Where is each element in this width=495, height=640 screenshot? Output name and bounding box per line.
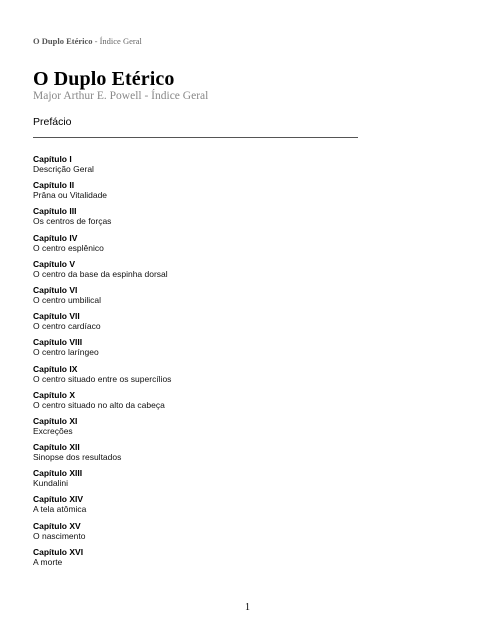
toc-entry: [33, 416, 363, 442]
chapter-title-link[interactable]: Kundalini: [33, 478, 68, 489]
chapter-title-link[interactable]: O centro esplênico: [33, 242, 104, 253]
chapter-title-link[interactable]: O centro situado entre os supercílios: [33, 373, 172, 384]
toc-entry: [33, 364, 363, 390]
table-of-contents: [33, 154, 363, 573]
running-header-separator: -: [92, 36, 100, 46]
toc-entry: [33, 390, 363, 416]
chapter-title-link[interactable]: O centro laríngeo: [33, 347, 99, 358]
chapter-label: Capítulo II: [33, 180, 75, 191]
page-number: 1: [245, 602, 250, 613]
chapter-label: Capítulo IV: [33, 232, 78, 243]
chapter-title-link[interactable]: Excreções: [33, 425, 73, 436]
chapter-label: Capítulo XVI: [33, 546, 84, 557]
chapter-label: Capítulo I: [33, 154, 72, 164]
toc-entry: [33, 233, 363, 259]
chapter-label: Capítulo V: [33, 258, 76, 269]
chapter-label: Capítulo XIII: [33, 468, 83, 479]
chapter-title-link[interactable]: A tela atômica: [33, 504, 87, 515]
toc-entry: [33, 180, 363, 206]
toc-entry: [33, 206, 363, 232]
chapter-label: Capítulo VI: [33, 284, 78, 295]
document-title: O Duplo Etérico: [33, 68, 175, 90]
chapter-label: Capítulo XV: [33, 520, 81, 531]
toc-entry: [33, 259, 363, 285]
chapter-title-link[interactable]: Descrição Geral: [33, 164, 94, 174]
chapter-title-link[interactable]: O centro cardíaco: [33, 321, 101, 332]
toc-entry: [33, 311, 363, 337]
preface-link[interactable]: Prefácio: [33, 116, 72, 128]
horizontal-divider: [33, 137, 358, 138]
toc-entry: [33, 521, 363, 547]
toc-entry: [33, 285, 363, 311]
toc-entry: [33, 154, 363, 180]
toc-entry: [33, 547, 363, 573]
toc-entry: [33, 494, 363, 520]
running-header: [33, 36, 142, 46]
chapter-title-link[interactable]: Prâna ou Vitalidade: [33, 190, 108, 201]
chapter-title-link[interactable]: O nascimento: [33, 530, 86, 541]
running-header-title: O Duplo Etérico: [33, 36, 93, 46]
chapter-label: Capítulo XI: [33, 415, 78, 426]
toc-entry: [33, 468, 363, 494]
chapter-title-link[interactable]: O centro da base da espinha dorsal: [33, 268, 168, 279]
running-header-section: Índice Geral: [99, 36, 142, 46]
chapter-title-link[interactable]: O centro umbilical: [33, 294, 102, 305]
chapter-title-link[interactable]: O centro situado no alto da cabeça: [33, 399, 165, 410]
chapter-title-link[interactable]: Sinopse dos resultados: [33, 452, 122, 463]
chapter-label: Capítulo VIII: [33, 337, 83, 348]
toc-entry: [33, 442, 363, 468]
chapter-label: Capítulo IX: [33, 363, 78, 374]
chapter-label: Capítulo X: [33, 389, 76, 400]
document-subtitle: Major Arthur E. Powell - Índice Geral: [33, 90, 209, 102]
chapter-label: Capítulo III: [33, 206, 77, 217]
chapter-title-link[interactable]: Os centros de forças: [33, 216, 112, 227]
chapter-label: Capítulo XIV: [33, 494, 84, 505]
chapter-label: Capítulo VII: [33, 311, 80, 322]
toc-entry: [33, 337, 363, 363]
chapter-label: Capítulo XII: [33, 442, 80, 453]
chapter-title-link[interactable]: A morte: [33, 556, 63, 567]
